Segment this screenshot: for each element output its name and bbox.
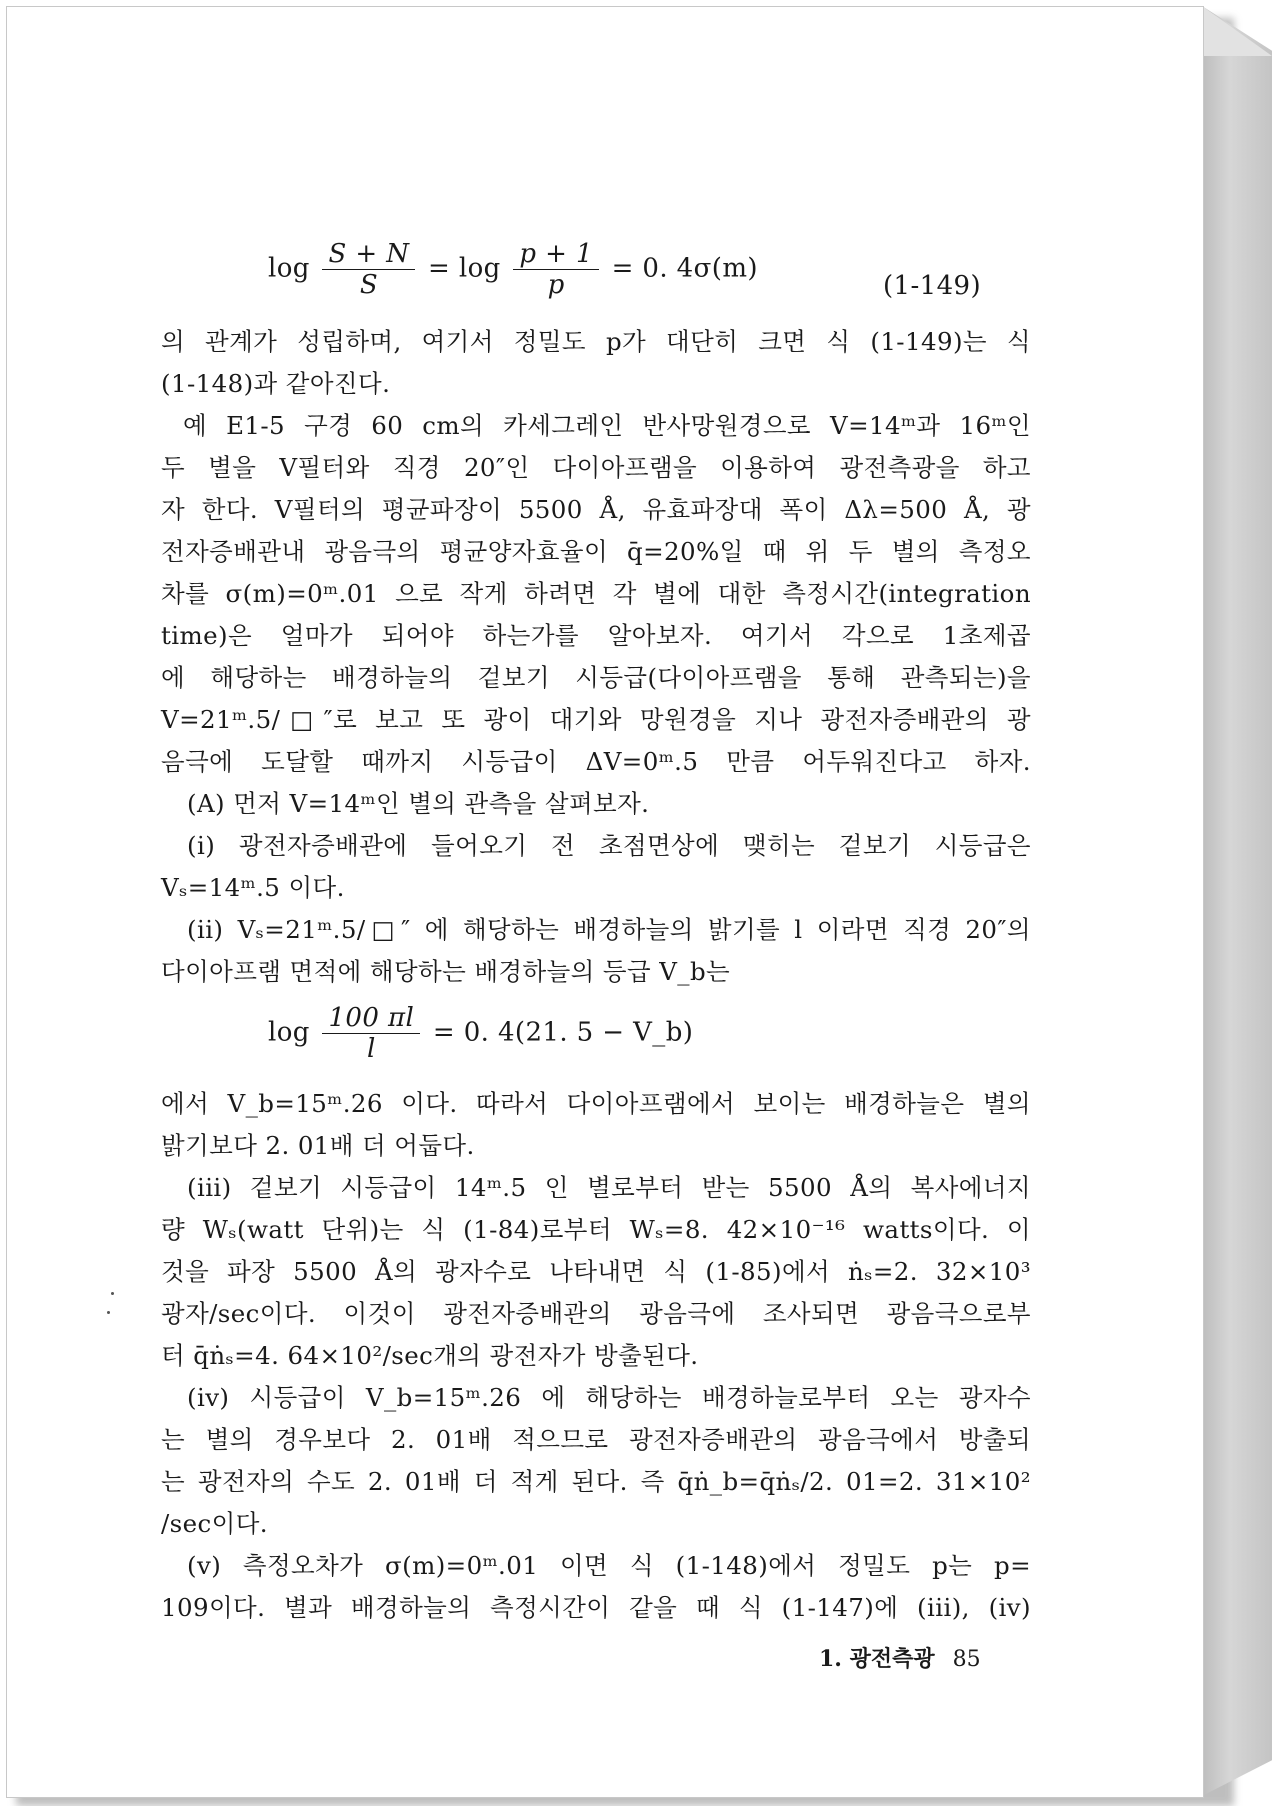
example-line-6: time)은 얼마가 되어야 하는가를 알아보자. 여기서 각으로 1초제곱: [161, 621, 1031, 650]
example-line-5: 차를 σ(m)=0ᵐ.01 으로 작게 하려면 각 별에 대한 측정시간(integration: [161, 579, 1031, 608]
paragraph-2-line-2: 밝기보다 2. 01배 더 어둡다.: [161, 1131, 475, 1160]
footer-section: 1. 광전측광: [819, 1646, 935, 1672]
equation-1-149: [268, 239, 758, 300]
part-iii-line-4: 광자/sec이다. 이것이 광전자증배관의 광음극에 조사되면 광음극으로부: [161, 1299, 1031, 1328]
eq1-log: log: [268, 253, 310, 284]
book-page: [6, 6, 1204, 1798]
eq2-rhs: = 0. 4(21. 5 − V_b): [432, 1017, 694, 1048]
scan-speck: [111, 1292, 114, 1295]
scan-speck: [107, 1311, 110, 1314]
paragraph-1-line-2: (1-148)과 같아진다.: [161, 369, 391, 398]
eq1-denominator-right: p: [547, 270, 565, 300]
book-edge-top: [1202, 6, 1272, 56]
eq1-numerator-left: S + N: [322, 239, 415, 270]
part-iv-line-4: /sec이다.: [161, 1509, 268, 1538]
book-edge: [1202, 6, 1272, 1796]
example-line-2: 두 별을 V필터와 직경 20″인 다이아프램을 이용하여 광전측광을 하고: [161, 453, 1031, 482]
paragraph-2-line-1: 에서 V_b=15ᵐ.26 이다. 따라서 다이아프램에서 보이는 배경하늘은 별의: [161, 1089, 1031, 1118]
eq1-fraction-left: [322, 239, 415, 300]
page-footer: [819, 1642, 981, 1673]
part-v-line-2: 109이다. 별과 배경하늘의 측정시간이 같을 때 식 (1-147)에 (iii), (iv): [161, 1593, 1031, 1622]
part-iv-line-2: 는 별의 경우보다 2. 01배 적으므로 광전자증배관의 광음극에서 방출되: [161, 1425, 1031, 1454]
example-line-1: 예 E1-5 구경 60 cm의 카세그레인 반사망원경으로 V=14ᵐ과 16ᵐ인: [183, 411, 1031, 440]
part-i-line-2: Vₛ=14ᵐ.5 이다.: [161, 873, 345, 902]
eq2-numerator: 100 πl: [322, 1003, 420, 1034]
part-iii-line-2: 량 Wₛ(watt 단위)는 식 (1-84)로부터 Wₛ=8. 42×10⁻¹⁶ watts이다. 이: [161, 1215, 1031, 1244]
paragraph-1-line-1: 의 관계가 성립하며, 여기서 정밀도 p가 대단히 크면 식 (1-149)는 식: [161, 327, 1031, 356]
example-line-7: 에 해당하는 배경하늘의 겉보기 시등급(다이아프램을 통해 관측되는)을: [161, 663, 1031, 692]
part-a: (A) 먼저 V=14ᵐ인 별의 관측을 살펴보자.: [187, 789, 650, 818]
example-line-4: 전자증배관내 광음극의 평균양자효율이 q̄=20%일 때 위 두 별의 측정오: [161, 537, 1031, 566]
eq1-middle: = log: [428, 253, 501, 284]
eq1-rhs: = 0. 4σ(m): [611, 253, 758, 284]
part-iii-line-1: (iii) 겉보기 시등급이 14ᵐ.5 인 별로부터 받는 5500 Å의 복사에너지: [187, 1173, 1031, 1202]
part-ii-line-1: (ii) Vₛ=21ᵐ.5/□″ 에 해당하는 배경하늘의 밝기를 l 이라면 직경 20″의: [187, 915, 1031, 944]
part-v-line-1: (v) 측정오차가 σ(m)=0ᵐ.01 이면 식 (1-148)에서 정밀도 p는 p=: [187, 1551, 1031, 1580]
eq1-denominator-left: S: [359, 270, 379, 300]
eq1-numerator-right: p + 1: [513, 239, 599, 270]
part-iii-line-3: 것을 파장 5500 Å의 광자수로 나타내면 식 (1-85)에서 ṅₛ=2. 32×10³: [161, 1257, 1031, 1286]
equation-number: (1-149): [883, 271, 982, 301]
part-iv-line-1: (iv) 시등급이 V_b=15ᵐ.26 에 해당하는 배경하늘로부터 오는 광자수: [187, 1383, 1031, 1412]
part-i-line-1: (i) 광전자증배관에 들어오기 전 초점면상에 맺히는 겉보기 시등급은: [187, 831, 1031, 860]
eq2-log: log: [268, 1017, 310, 1048]
equation-background: [268, 1003, 693, 1064]
eq1-fraction-right: [513, 239, 599, 300]
example-line-8: V=21ᵐ.5/□″로 보고 또 광이 대기와 망원경을 지나 광전자증배관의 광: [161, 705, 1031, 734]
part-iv-line-3: 는 광전자의 수도 2. 01배 더 적게 된다. 즉 q̄ṅ_b=q̄ṅₛ/2. 01=2. 31×10²: [161, 1467, 1031, 1496]
page-number: 85: [952, 1647, 981, 1672]
example-line-9: 음극에 도달할 때까지 시등급이 ΔV=0ᵐ.5 만큼 어두워진다고 하자.: [161, 747, 1031, 776]
eq2-denominator: l: [366, 1034, 376, 1064]
eq2-fraction: [322, 1003, 420, 1064]
part-iii-line-5: 터 q̄ṅₛ=4. 64×10²/sec개의 광전자가 방출된다.: [161, 1341, 699, 1370]
example-line-3: 자 한다. V필터의 평균파장이 5500 Å, 유효파장대 폭이 Δλ=500 Å, 광: [161, 495, 1031, 524]
part-ii-line-2: 다이아프램 면적에 해당하는 배경하늘의 등급 V_b는: [161, 957, 731, 986]
